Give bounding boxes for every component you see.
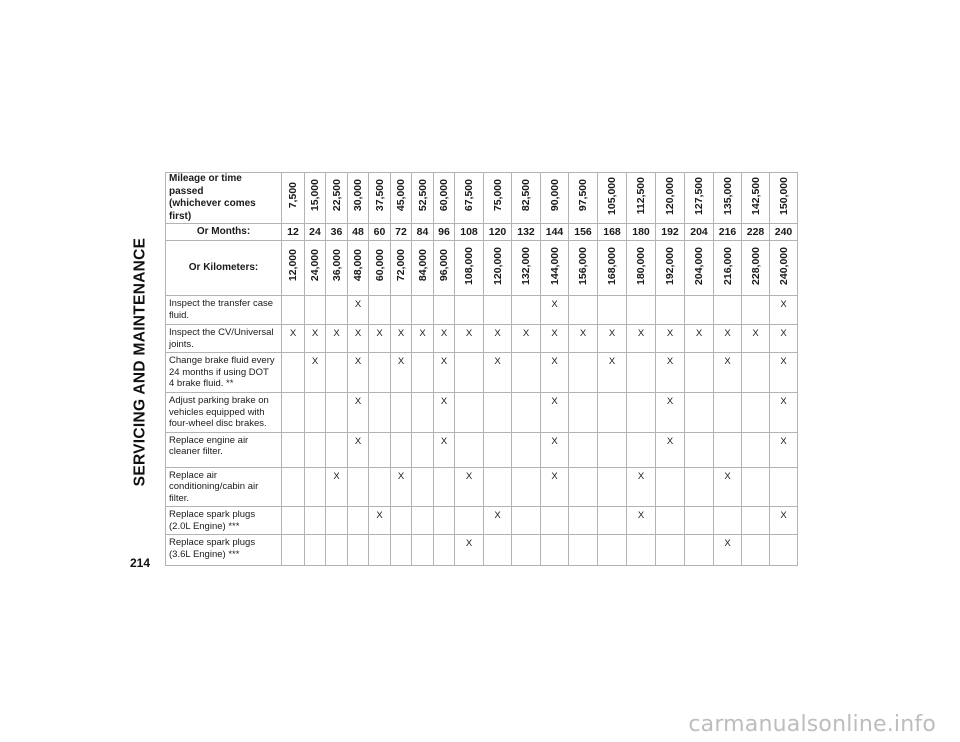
service-mark — [742, 353, 770, 393]
service-mark — [512, 467, 541, 507]
mileage-value: 135,000 — [721, 176, 734, 215]
service-mark — [348, 535, 369, 566]
service-mark — [541, 535, 569, 566]
service-mark — [326, 296, 348, 325]
service-mark — [598, 507, 627, 535]
service-item-label: Adjust parking brake on vehicles equipped with four-wheel disc brakes. — [166, 393, 282, 433]
service-mark — [770, 535, 798, 566]
service-mark — [714, 393, 742, 433]
service-mark: X — [656, 325, 685, 353]
mileage-value-cell — [434, 173, 455, 224]
service-mark: X — [305, 325, 326, 353]
months-value: 180 — [627, 224, 656, 241]
mileage-value: 82,500 — [520, 179, 532, 212]
months-value: 96 — [434, 224, 455, 241]
mileage-value-cell — [391, 173, 412, 224]
service-mark — [412, 353, 434, 393]
service-mark: X — [369, 325, 391, 353]
service-mark — [656, 467, 685, 507]
kilometers-value-cell — [512, 241, 541, 296]
months-value: 168 — [598, 224, 627, 241]
kilometers-value-cell — [412, 241, 434, 296]
mileage-value: 7,500 — [287, 182, 299, 209]
service-mark — [569, 296, 598, 325]
header-row-kilometers — [166, 241, 798, 296]
service-mark: X — [348, 432, 369, 467]
months-value: 12 — [282, 224, 305, 241]
mileage-value: 127,500 — [693, 176, 705, 215]
service-item-label: Change brake fluid every 24 months if using DOT 4 brake fluid. ** — [166, 353, 282, 393]
service-mark — [685, 432, 714, 467]
mileage-value: 15,000 — [309, 179, 321, 212]
service-mark — [512, 296, 541, 325]
kilometers-value: 72,000 — [395, 249, 407, 282]
service-mark — [598, 393, 627, 433]
service-mark — [742, 467, 770, 507]
service-mark — [305, 432, 326, 467]
kilometers-value: 228,000 — [749, 246, 762, 285]
service-mark — [369, 393, 391, 433]
kilometers-value-cell — [770, 241, 798, 296]
service-mark — [685, 535, 714, 566]
service-mark — [685, 467, 714, 507]
service-mark — [656, 535, 685, 566]
months-value: 36 — [326, 224, 348, 241]
service-mark — [569, 353, 598, 393]
service-mark — [627, 296, 656, 325]
service-mark — [282, 353, 305, 393]
service-mark: X — [484, 507, 512, 535]
service-row — [166, 325, 798, 353]
kilometers-value-cell — [656, 241, 685, 296]
service-mark: X — [484, 353, 512, 393]
service-mark: X — [326, 325, 348, 353]
kilometers-value-cell — [598, 241, 627, 296]
service-mark — [656, 507, 685, 535]
mileage-value-cell — [541, 173, 569, 224]
service-mark — [484, 432, 512, 467]
service-mark — [391, 432, 412, 467]
service-mark: X — [348, 353, 369, 393]
service-mark: X — [541, 353, 569, 393]
service-mark — [455, 353, 484, 393]
kilometers-value-cell — [455, 241, 484, 296]
service-mark: X — [656, 432, 685, 467]
service-mark: X — [455, 535, 484, 566]
mileage-value: 97,500 — [577, 179, 589, 212]
service-mark — [627, 353, 656, 393]
service-row — [166, 535, 798, 566]
service-mark — [412, 393, 434, 433]
mileage-value-cell — [512, 173, 541, 224]
service-mark — [742, 393, 770, 433]
mileage-value-cell — [685, 173, 714, 224]
service-mark — [569, 432, 598, 467]
service-mark — [305, 393, 326, 433]
service-mark — [369, 467, 391, 507]
mileage-value-cell — [569, 173, 598, 224]
mileage-value: 30,000 — [352, 179, 364, 212]
service-mark — [742, 535, 770, 566]
service-mark: X — [714, 535, 742, 566]
kilometers-value: 24,000 — [309, 249, 321, 282]
service-mark — [742, 507, 770, 535]
kilometers-value-cell — [742, 241, 770, 296]
service-mark — [512, 432, 541, 467]
kilometers-value-cell — [685, 241, 714, 296]
service-mark — [326, 393, 348, 433]
service-mark — [685, 507, 714, 535]
service-row — [166, 353, 798, 393]
service-mark: X — [770, 507, 798, 535]
service-mark — [742, 432, 770, 467]
mileage-value-cell — [742, 173, 770, 224]
months-value: 156 — [569, 224, 598, 241]
mileage-value-cell — [348, 173, 369, 224]
months-value: 228 — [742, 224, 770, 241]
kilometers-value: 168,000 — [606, 246, 618, 285]
service-mark: X — [541, 296, 569, 325]
service-mark: X — [541, 432, 569, 467]
service-mark: X — [770, 325, 798, 353]
service-mark: X — [391, 353, 412, 393]
service-mark: X — [598, 325, 627, 353]
kilometers-value-cell — [627, 241, 656, 296]
mileage-value-cell — [598, 173, 627, 224]
service-mark: X — [434, 325, 455, 353]
service-mark — [369, 296, 391, 325]
service-row — [166, 507, 798, 535]
service-mark — [305, 467, 326, 507]
service-mark — [455, 432, 484, 467]
service-mark: X — [770, 393, 798, 433]
kilometers-value: 204,000 — [693, 246, 705, 285]
service-mark — [305, 296, 326, 325]
mileage-value: 37,500 — [373, 179, 386, 212]
service-mark — [770, 467, 798, 507]
service-mark: X — [569, 325, 598, 353]
months-value: 132 — [512, 224, 541, 241]
service-mark — [348, 467, 369, 507]
service-mark — [569, 393, 598, 433]
service-mark — [569, 467, 598, 507]
kilometers-value-cell — [391, 241, 412, 296]
kilometers-value-cell — [369, 241, 391, 296]
mileage-value-cell — [326, 173, 348, 224]
service-mark — [512, 535, 541, 566]
service-mark — [598, 467, 627, 507]
mileage-value-cell — [455, 173, 484, 224]
service-item-label: Inspect the transfer case fluid. — [166, 296, 282, 325]
service-mark — [326, 432, 348, 467]
kilometers-value-cell — [569, 241, 598, 296]
service-mark: X — [512, 325, 541, 353]
service-mark: X — [714, 353, 742, 393]
service-mark: X — [434, 353, 455, 393]
service-mark: X — [770, 353, 798, 393]
service-mark — [369, 535, 391, 566]
mileage-value: 105,000 — [606, 176, 618, 215]
kilometers-value: 180,000 — [635, 246, 647, 285]
service-mark — [598, 296, 627, 325]
service-mark — [305, 507, 326, 535]
service-mark — [455, 393, 484, 433]
service-mark — [541, 507, 569, 535]
mileage-value-cell — [305, 173, 326, 224]
service-mark — [391, 507, 412, 535]
service-mark: X — [305, 353, 326, 393]
service-mark: X — [627, 507, 656, 535]
header-row-months — [166, 224, 798, 241]
service-mark: X — [434, 432, 455, 467]
service-mark — [714, 296, 742, 325]
months-value: 108 — [455, 224, 484, 241]
service-mark — [569, 507, 598, 535]
months-value: 84 — [412, 224, 434, 241]
mileage-value-cell — [412, 173, 434, 224]
service-mark — [282, 432, 305, 467]
kilometers-value-cell — [484, 241, 512, 296]
mileage-value: 150,000 — [777, 176, 790, 215]
mileage-value: 22,500 — [330, 179, 343, 212]
service-mark — [512, 507, 541, 535]
service-mark — [455, 507, 484, 535]
service-mark: X — [742, 325, 770, 353]
kilometers-value-cell — [282, 241, 305, 296]
header-row-mileage — [166, 173, 798, 224]
mileage-value: 60,000 — [438, 179, 450, 212]
kilometers-value: 12,000 — [287, 249, 299, 282]
service-mark — [512, 353, 541, 393]
mileage-value-cell — [656, 173, 685, 224]
service-mark — [484, 467, 512, 507]
service-mark: X — [541, 393, 569, 433]
service-mark — [305, 535, 326, 566]
service-mark — [434, 467, 455, 507]
service-mark: X — [541, 325, 569, 353]
service-mark — [412, 432, 434, 467]
service-mark — [282, 296, 305, 325]
kilometers-value: 144,000 — [548, 246, 561, 285]
kilometers-value: 84,000 — [416, 249, 429, 282]
service-mark: X — [598, 353, 627, 393]
service-item-label: Replace engine air cleaner filter. — [166, 432, 282, 467]
service-mark: X — [412, 325, 434, 353]
kilometers-value: 192,000 — [664, 246, 676, 285]
service-mark — [484, 535, 512, 566]
months-value: 120 — [484, 224, 512, 241]
mileage-value: 112,500 — [635, 176, 647, 215]
service-mark: X — [714, 467, 742, 507]
mileage-value: 75,000 — [491, 179, 504, 212]
kilometers-value-cell — [714, 241, 742, 296]
service-mark: X — [770, 432, 798, 467]
kilometers-value: 132,000 — [520, 246, 532, 285]
service-mark: X — [348, 393, 369, 433]
maintenance-schedule-table — [165, 172, 798, 566]
service-mark: X — [656, 393, 685, 433]
service-mark: X — [541, 467, 569, 507]
months-value: 72 — [391, 224, 412, 241]
service-mark: X — [627, 325, 656, 353]
service-row — [166, 467, 798, 507]
service-row — [166, 432, 798, 467]
service-mark — [412, 507, 434, 535]
service-row — [166, 296, 798, 325]
mileage-value-cell — [714, 173, 742, 224]
service-mark: X — [282, 325, 305, 353]
service-mark — [282, 393, 305, 433]
service-mark: X — [714, 325, 742, 353]
kilometers-value-cell — [434, 241, 455, 296]
page-number: 214 — [130, 556, 151, 570]
months-value: 240 — [770, 224, 798, 241]
service-mark — [326, 535, 348, 566]
service-mark — [348, 507, 369, 535]
service-mark — [369, 432, 391, 467]
service-mark — [598, 432, 627, 467]
service-mark: X — [455, 467, 484, 507]
service-mark — [369, 353, 391, 393]
kilometers-value: 60,000 — [373, 249, 386, 282]
watermark: carmanualsonline.info — [688, 712, 936, 737]
service-item-label: Inspect the CV/Universal joints. — [166, 325, 282, 353]
service-mark: X — [627, 467, 656, 507]
kilometers-value-cell — [541, 241, 569, 296]
service-mark — [742, 296, 770, 325]
kilometers-value-cell — [305, 241, 326, 296]
service-mark — [598, 535, 627, 566]
kilometers-value: 120,000 — [491, 246, 504, 285]
service-mark: X — [348, 325, 369, 353]
mileage-value: 67,500 — [463, 179, 475, 212]
months-value: 204 — [685, 224, 714, 241]
kilometers-value: 48,000 — [352, 249, 364, 282]
service-mark — [412, 296, 434, 325]
service-mark — [282, 467, 305, 507]
service-mark — [685, 353, 714, 393]
service-mark — [627, 432, 656, 467]
kilometers-value: 240,000 — [777, 246, 790, 285]
mileage-value: 90,000 — [548, 179, 561, 212]
mileage-value: 45,000 — [395, 179, 407, 212]
service-mark — [391, 393, 412, 433]
service-mark — [484, 393, 512, 433]
service-mark: X — [434, 393, 455, 433]
mileage-header-label: Mileage or time passed (whichever comes first) — [166, 173, 282, 224]
service-mark — [685, 296, 714, 325]
service-mark: X — [391, 325, 412, 353]
service-mark — [434, 296, 455, 325]
service-mark: X — [391, 467, 412, 507]
service-mark — [282, 535, 305, 566]
mileage-value-cell — [369, 173, 391, 224]
kilometers-value: 108,000 — [463, 246, 475, 285]
months-value: 216 — [714, 224, 742, 241]
mileage-value: 142,500 — [749, 176, 762, 215]
service-mark — [627, 393, 656, 433]
service-mark: X — [348, 296, 369, 325]
service-mark — [627, 535, 656, 566]
kilometers-value-cell — [326, 241, 348, 296]
service-mark — [412, 535, 434, 566]
kilometers-header-label: Or Kilometers: — [166, 241, 282, 296]
service-mark: X — [326, 467, 348, 507]
service-mark — [391, 296, 412, 325]
service-mark: X — [685, 325, 714, 353]
service-mark — [412, 467, 434, 507]
service-item-label: Replace spark plugs (2.0L Engine) *** — [166, 507, 282, 535]
service-mark — [326, 353, 348, 393]
kilometers-value: 96,000 — [438, 249, 450, 282]
months-value: 60 — [369, 224, 391, 241]
service-mark: X — [369, 507, 391, 535]
service-item-label: Replace air conditioning/cabin air filter. — [166, 467, 282, 507]
months-value: 192 — [656, 224, 685, 241]
service-row — [166, 393, 798, 433]
mileage-value: 120,000 — [664, 176, 676, 215]
service-mark — [656, 296, 685, 325]
mileage-value-cell — [770, 173, 798, 224]
months-value: 48 — [348, 224, 369, 241]
months-header-label: Or Months: — [166, 224, 282, 241]
service-mark — [484, 296, 512, 325]
service-mark — [282, 507, 305, 535]
service-mark — [434, 535, 455, 566]
service-mark — [714, 507, 742, 535]
service-mark — [326, 507, 348, 535]
mileage-value-cell — [484, 173, 512, 224]
mileage-value: 52,500 — [416, 179, 429, 212]
service-mark — [455, 296, 484, 325]
months-value: 144 — [541, 224, 569, 241]
kilometers-value: 216,000 — [721, 246, 734, 285]
service-mark — [512, 393, 541, 433]
service-mark — [569, 535, 598, 566]
service-mark: X — [656, 353, 685, 393]
kilometers-value: 156,000 — [577, 246, 589, 285]
kilometers-value-cell — [348, 241, 369, 296]
mileage-value-cell — [282, 173, 305, 224]
mileage-value-cell — [627, 173, 656, 224]
service-mark — [434, 507, 455, 535]
service-mark — [685, 393, 714, 433]
kilometers-value: 36,000 — [330, 249, 343, 282]
section-title: SERVICING AND MAINTENANCE — [131, 237, 149, 487]
service-mark: X — [455, 325, 484, 353]
service-mark — [391, 535, 412, 566]
service-item-label: Replace spark plugs (3.6L Engine) *** — [166, 535, 282, 566]
months-value: 24 — [305, 224, 326, 241]
service-mark — [714, 432, 742, 467]
service-mark: X — [770, 296, 798, 325]
service-mark: X — [484, 325, 512, 353]
